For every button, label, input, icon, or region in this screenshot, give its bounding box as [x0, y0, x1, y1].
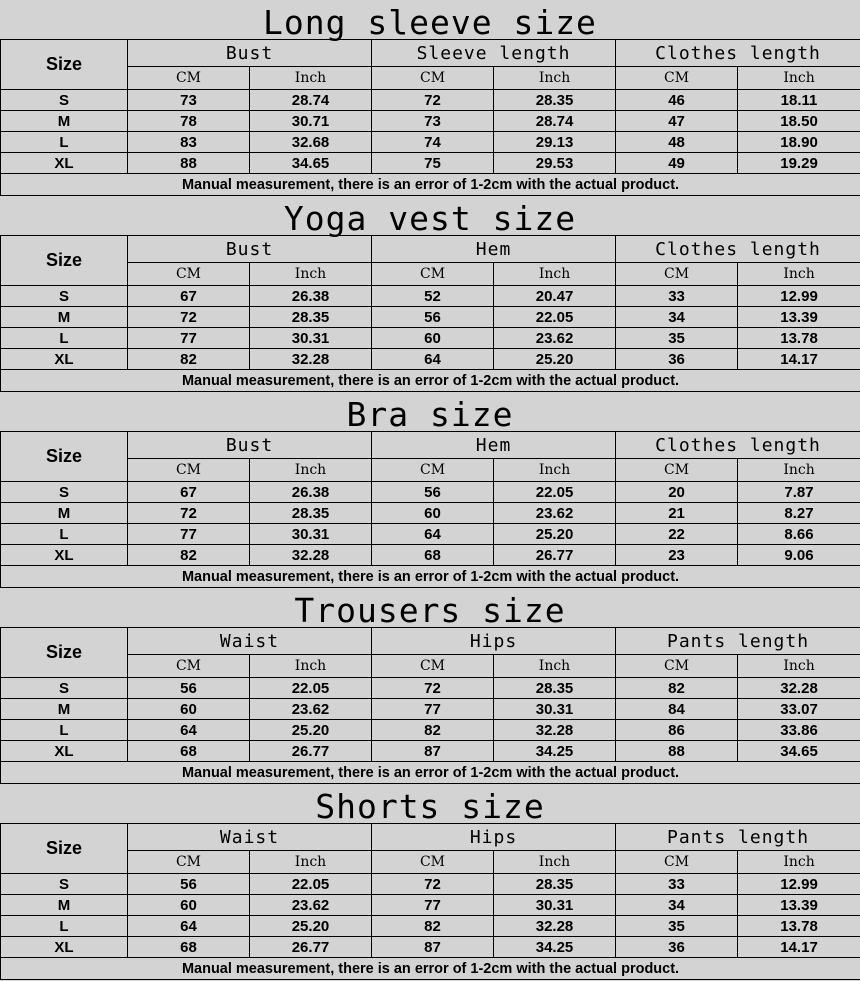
value-cell: 23 — [616, 545, 738, 566]
unit-inch-label: Inch — [494, 263, 616, 286]
note-row — [1, 174, 860, 196]
value-cell: 77 — [128, 524, 250, 545]
value-cell: 77 — [128, 328, 250, 349]
value-cell: 86 — [616, 720, 738, 741]
value-cell: 67 — [128, 482, 250, 503]
header-row — [1, 628, 860, 655]
value-cell: 30.31 — [250, 328, 372, 349]
value-cell: 88 — [128, 153, 250, 174]
value-cell: 22.05 — [494, 307, 616, 328]
size-cell: S — [1, 286, 128, 307]
value-cell: 36 — [616, 349, 738, 370]
value-cell: 64 — [372, 349, 494, 370]
value-cell: 68 — [128, 741, 250, 762]
value-cell: 56 — [128, 874, 250, 895]
value-cell: 12.99 — [738, 286, 860, 307]
header-row — [1, 40, 860, 67]
value-cell: 47 — [616, 111, 738, 132]
size-table — [0, 431, 860, 588]
value-cell: 56 — [128, 678, 250, 699]
value-cell: 18.90 — [738, 132, 860, 153]
value-cell: 20 — [616, 482, 738, 503]
unit-row — [1, 851, 860, 874]
table-row — [1, 349, 860, 370]
unit-cm-label: CM — [372, 655, 494, 678]
value-cell: 13.39 — [738, 895, 860, 916]
value-cell: 32.68 — [250, 132, 372, 153]
value-cell: 33 — [616, 874, 738, 895]
value-cell: 68 — [372, 545, 494, 566]
measurement-header-group-three: Pants length — [616, 824, 860, 851]
value-cell: 23.62 — [494, 503, 616, 524]
value-cell: 60 — [372, 328, 494, 349]
unit-inch-label: Inch — [250, 851, 372, 874]
value-cell: 28.35 — [250, 307, 372, 328]
value-cell: 34.25 — [494, 741, 616, 762]
value-cell: 35 — [616, 328, 738, 349]
value-cell: 12.99 — [738, 874, 860, 895]
value-cell: 28.35 — [494, 874, 616, 895]
unit-inch-label: Inch — [738, 851, 860, 874]
value-cell: 56 — [372, 482, 494, 503]
value-cell: 35 — [616, 916, 738, 937]
size-cell: M — [1, 111, 128, 132]
value-cell: 49 — [616, 153, 738, 174]
value-cell: 34.65 — [250, 153, 372, 174]
table-row — [1, 916, 860, 937]
size-cell: XL — [1, 153, 128, 174]
unit-inch-label: Inch — [494, 459, 616, 482]
value-cell: 83 — [128, 132, 250, 153]
value-cell: 34.65 — [738, 741, 860, 762]
unit-cm-label: CM — [372, 263, 494, 286]
size-cell: S — [1, 678, 128, 699]
value-cell: 72 — [372, 90, 494, 111]
value-cell: 60 — [372, 503, 494, 524]
note-row — [1, 762, 860, 784]
measurement-header-group-one: Bust — [128, 236, 372, 263]
table-row — [1, 307, 860, 328]
value-cell: 25.20 — [494, 524, 616, 545]
measurement-header-group-two: Sleeve length — [372, 40, 616, 67]
unit-row — [1, 67, 860, 90]
value-cell: 26.38 — [250, 482, 372, 503]
value-cell: 82 — [128, 545, 250, 566]
size-cell: L — [1, 132, 128, 153]
value-cell: 30.31 — [250, 524, 372, 545]
table-row — [1, 524, 860, 545]
size-section — [0, 784, 860, 980]
measurement-header-group-two: Hips — [372, 824, 616, 851]
value-cell: 9.06 — [738, 545, 860, 566]
size-cell: M — [1, 895, 128, 916]
size-header: Size — [1, 432, 128, 482]
value-cell: 36 — [616, 937, 738, 958]
unit-cm-label: CM — [128, 459, 250, 482]
value-cell: 68 — [128, 937, 250, 958]
value-cell: 25.20 — [494, 349, 616, 370]
unit-row — [1, 459, 860, 482]
unit-inch-label: Inch — [738, 67, 860, 90]
size-table — [0, 39, 860, 196]
size-cell: L — [1, 524, 128, 545]
size-cell: S — [1, 482, 128, 503]
size-section — [0, 392, 860, 588]
value-cell: 56 — [372, 307, 494, 328]
table-row — [1, 153, 860, 174]
size-cell: L — [1, 328, 128, 349]
value-cell: 34 — [616, 895, 738, 916]
value-cell: 25.20 — [250, 916, 372, 937]
size-cell: XL — [1, 741, 128, 762]
value-cell: 46 — [616, 90, 738, 111]
table-row — [1, 545, 860, 566]
unit-cm-label: CM — [372, 67, 494, 90]
value-cell: 21 — [616, 503, 738, 524]
value-cell: 32.28 — [250, 545, 372, 566]
value-cell: 22.05 — [250, 678, 372, 699]
unit-inch-label: Inch — [250, 459, 372, 482]
value-cell: 23.62 — [250, 699, 372, 720]
size-table — [0, 823, 860, 980]
unit-cm-label: CM — [616, 655, 738, 678]
value-cell: 67 — [128, 286, 250, 307]
value-cell: 14.17 — [738, 349, 860, 370]
section-title: Bra size — [346, 395, 514, 434]
size-cell: XL — [1, 545, 128, 566]
value-cell: 25.20 — [250, 720, 372, 741]
value-cell: 82 — [372, 720, 494, 741]
unit-row — [1, 655, 860, 678]
measurement-header-group-one: Waist — [128, 628, 372, 655]
unit-inch-label: Inch — [250, 67, 372, 90]
value-cell: 29.13 — [494, 132, 616, 153]
size-section — [0, 196, 860, 392]
header-row — [1, 236, 860, 263]
size-cell: L — [1, 720, 128, 741]
table-row — [1, 895, 860, 916]
value-cell: 14.17 — [738, 937, 860, 958]
measurement-header-group-one: Bust — [128, 432, 372, 459]
section-title: Trousers size — [294, 591, 566, 630]
table-row — [1, 678, 860, 699]
value-cell: 82 — [372, 916, 494, 937]
value-cell: 28.74 — [250, 90, 372, 111]
table-row — [1, 741, 860, 762]
section-title: Shorts size — [315, 787, 545, 826]
value-cell: 72 — [372, 874, 494, 895]
measurement-header-group-two: Hem — [372, 432, 616, 459]
size-cell: M — [1, 503, 128, 524]
value-cell: 30.31 — [494, 699, 616, 720]
value-cell: 33.86 — [738, 720, 860, 741]
size-header: Size — [1, 628, 128, 678]
measurement-header-group-two: Hem — [372, 236, 616, 263]
size-cell: S — [1, 90, 128, 111]
size-header: Size — [1, 236, 128, 286]
value-cell: 18.11 — [738, 90, 860, 111]
value-cell: 18.50 — [738, 111, 860, 132]
unit-cm-label: CM — [372, 851, 494, 874]
value-cell: 64 — [128, 720, 250, 741]
value-cell: 32.28 — [494, 720, 616, 741]
size-table — [0, 627, 860, 784]
value-cell: 19.29 — [738, 153, 860, 174]
size-table — [0, 235, 860, 392]
value-cell: 82 — [128, 349, 250, 370]
value-cell: 13.39 — [738, 307, 860, 328]
value-cell: 74 — [372, 132, 494, 153]
value-cell: 28.35 — [494, 90, 616, 111]
value-cell: 26.77 — [494, 545, 616, 566]
unit-cm-label: CM — [128, 655, 250, 678]
value-cell: 33.07 — [738, 699, 860, 720]
size-cell: M — [1, 307, 128, 328]
unit-row — [1, 263, 860, 286]
unit-inch-label: Inch — [250, 263, 372, 286]
value-cell: 75 — [372, 153, 494, 174]
value-cell: 8.66 — [738, 524, 860, 545]
value-cell: 84 — [616, 699, 738, 720]
header-row — [1, 432, 860, 459]
table-row — [1, 937, 860, 958]
unit-inch-label: Inch — [494, 655, 616, 678]
value-cell: 8.27 — [738, 503, 860, 524]
unit-inch-label: Inch — [494, 851, 616, 874]
unit-inch-label: Inch — [738, 263, 860, 286]
unit-cm-label: CM — [128, 263, 250, 286]
value-cell: 22.05 — [250, 874, 372, 895]
unit-cm-label: CM — [616, 851, 738, 874]
value-cell: 28.35 — [494, 678, 616, 699]
value-cell: 77 — [372, 895, 494, 916]
unit-cm-label: CM — [616, 459, 738, 482]
table-row — [1, 874, 860, 895]
note-row — [1, 958, 860, 980]
value-cell: 23.62 — [250, 895, 372, 916]
value-cell: 34.25 — [494, 937, 616, 958]
value-cell: 73 — [372, 111, 494, 132]
value-cell: 26.38 — [250, 286, 372, 307]
value-cell: 22.05 — [494, 482, 616, 503]
value-cell: 26.77 — [250, 937, 372, 958]
value-cell: 72 — [128, 307, 250, 328]
value-cell: 28.35 — [250, 503, 372, 524]
size-cell: M — [1, 699, 128, 720]
table-row — [1, 111, 860, 132]
size-header: Size — [1, 40, 128, 90]
measurement-note: Manual measurement, there is an error of 1-2cm with the actual product. — [1, 566, 860, 588]
value-cell: 32.28 — [250, 349, 372, 370]
table-row — [1, 503, 860, 524]
measurement-note: Manual measurement, there is an error of 1-2cm with the actual product. — [1, 958, 860, 980]
note-row — [1, 370, 860, 392]
value-cell: 33 — [616, 286, 738, 307]
value-cell: 64 — [128, 916, 250, 937]
value-cell: 64 — [372, 524, 494, 545]
unit-cm-label: CM — [616, 67, 738, 90]
value-cell: 72 — [128, 503, 250, 524]
value-cell: 82 — [616, 678, 738, 699]
unit-cm-label: CM — [128, 851, 250, 874]
section-title: Yoga vest size — [283, 199, 577, 238]
value-cell: 32.28 — [738, 678, 860, 699]
value-cell: 13.78 — [738, 916, 860, 937]
value-cell: 73 — [128, 90, 250, 111]
value-cell: 60 — [128, 895, 250, 916]
unit-inch-label: Inch — [738, 459, 860, 482]
table-row — [1, 90, 860, 111]
value-cell: 29.53 — [494, 153, 616, 174]
value-cell: 72 — [372, 678, 494, 699]
unit-cm-label: CM — [616, 263, 738, 286]
value-cell: 87 — [372, 937, 494, 958]
size-cell: XL — [1, 349, 128, 370]
value-cell: 34 — [616, 307, 738, 328]
unit-cm-label: CM — [372, 459, 494, 482]
size-cell: L — [1, 916, 128, 937]
table-row — [1, 720, 860, 741]
value-cell: 30.71 — [250, 111, 372, 132]
value-cell: 88 — [616, 741, 738, 762]
value-cell: 23.62 — [494, 328, 616, 349]
header-row — [1, 824, 860, 851]
unit-inch-label: Inch — [494, 67, 616, 90]
unit-cm-label: CM — [128, 67, 250, 90]
table-row — [1, 132, 860, 153]
measurement-header-group-two: Hips — [372, 628, 616, 655]
size-cell: S — [1, 874, 128, 895]
value-cell: 30.31 — [494, 895, 616, 916]
size-cell: XL — [1, 937, 128, 958]
value-cell: 60 — [128, 699, 250, 720]
table-row — [1, 699, 860, 720]
measurement-header-group-three: Pants length — [616, 628, 860, 655]
measurement-note: Manual measurement, there is an error of 1-2cm with the actual product. — [1, 370, 860, 392]
note-row — [1, 566, 860, 588]
size-section — [0, 588, 860, 784]
size-header: Size — [1, 824, 128, 874]
measurement-header-group-three: Clothes length — [616, 432, 860, 459]
value-cell: 26.77 — [250, 741, 372, 762]
value-cell: 78 — [128, 111, 250, 132]
value-cell: 48 — [616, 132, 738, 153]
value-cell: 22 — [616, 524, 738, 545]
unit-inch-label: Inch — [738, 655, 860, 678]
value-cell: 28.74 — [494, 111, 616, 132]
value-cell: 13.78 — [738, 328, 860, 349]
table-row — [1, 328, 860, 349]
table-row — [1, 286, 860, 307]
measurement-header-group-three: Clothes length — [616, 236, 860, 263]
measurement-header-group-one: Bust — [128, 40, 372, 67]
value-cell: 77 — [372, 699, 494, 720]
table-row — [1, 482, 860, 503]
unit-inch-label: Inch — [250, 655, 372, 678]
size-section — [0, 0, 860, 196]
value-cell: 52 — [372, 286, 494, 307]
section-title: Long sleeve size — [263, 3, 597, 42]
value-cell: 20.47 — [494, 286, 616, 307]
measurement-note: Manual measurement, there is an error of 1-2cm with the actual product. — [1, 174, 860, 196]
value-cell: 7.87 — [738, 482, 860, 503]
value-cell: 87 — [372, 741, 494, 762]
measurement-header-group-three: Clothes length — [616, 40, 860, 67]
value-cell: 32.28 — [494, 916, 616, 937]
measurement-header-group-one: Waist — [128, 824, 372, 851]
measurement-note: Manual measurement, there is an error of 1-2cm with the actual product. — [1, 762, 860, 784]
